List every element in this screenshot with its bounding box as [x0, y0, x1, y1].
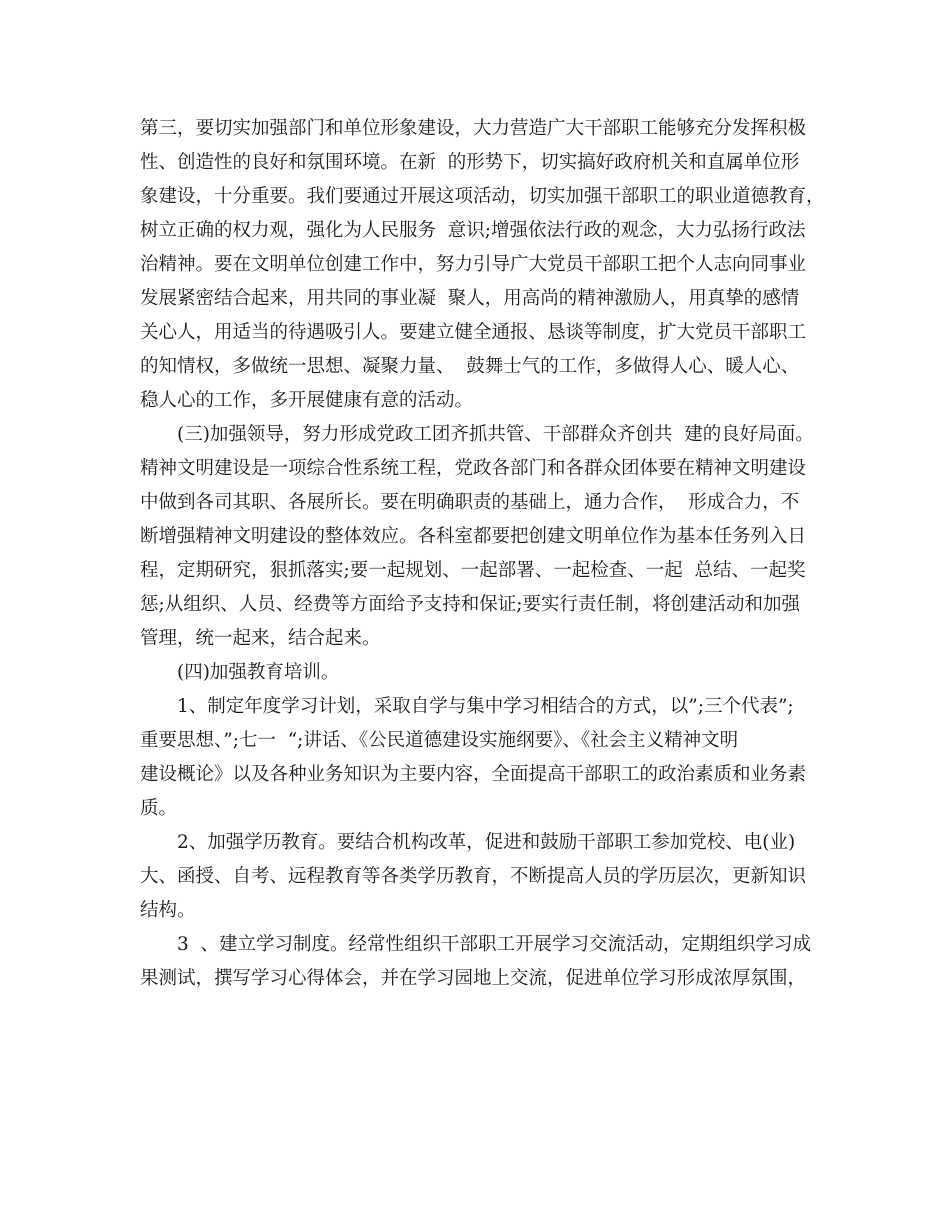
text-line: 重要思想、”;七一 “;讲话、《公民道德建设实施纲要》、《社会主义精神文明 [140, 730, 739, 751]
text-line: 稳人心的工作，多开展健康有意的活动。 [140, 390, 474, 411]
text-line: 第三，要切实加强部门和单位形象建设，大力营造广大干部职工能够充分发挥积极 [140, 118, 807, 139]
paragraph-heading-line: (三)加强领导，努力形成党政工团齐抓共管、干部群众齐创共 建的良好局面。 [177, 424, 814, 445]
text-line: 树立正确的权力观，强化为人民服务 意识;增强依法行政的观念，大力弘扬行政法 [140, 220, 806, 241]
text-line: 管理，统一起来，结合起来。 [140, 628, 381, 649]
list-item-line: 2、加强学历教育。要结合机构改革，促进和鼓励干部职工参加党校、电(业) [177, 832, 796, 853]
text-line: 中做到各司其职、各展所长。要在明确职责的基础上，通力合作， 形成合力，不 [140, 492, 800, 513]
text-line: 关心人，用适当的待遇吸引人。要建立健全通报、恳谈等制度，扩大党员干部职工 [140, 322, 807, 343]
text-line: 果测试，撰写学习心得体会，并在学习园地上交流，促进单位学习形成浓厚氛围， [140, 968, 807, 989]
text-line: 性、创造性的良好和氛围环境。在新 的形势下，切实搞好政府机关和直属单位形 [140, 152, 800, 173]
text-line: 发展紧密结合起来，用共同的事业凝 聚人，用高尚的精神激励人，用真挚的感情 [140, 288, 800, 309]
text-line: 结构。 [140, 900, 196, 921]
text-line: 建设概论》以及各种业务知识为主要内容，全面提高干部职工的政治素质和业务素 [140, 764, 807, 785]
text-line: 治精神。要在文明单位创建工作中，努力引导广大党员干部职工把个人志向同事业 [140, 254, 807, 275]
text-line: 大、函授、自考、远程教育等各类学历教育，不断提高人员的学历层次，更新知识 [140, 866, 807, 887]
text-line: 质。 [140, 798, 178, 819]
text-line: 断增强精神文明建设的整体效应。各科室都要把创建文明单位作为基本任务列入日 [140, 526, 807, 547]
text-line: 惩;从组织、人员、经费等方面给予支持和保证;要实行责任制，将创建活动和加强 [140, 594, 800, 615]
section-heading-line: (四)加强教育培训。 [177, 662, 340, 683]
text-line: 象建设，十分重要。我们要通过开展这项活动，切实加强干部职工的职业道德教育， [140, 186, 825, 207]
document-body [140, 112, 825, 996]
list-item-line: 3 、建立学习制度。经常性组织干部职工开展学习交流活动，定期组织学习成 [177, 934, 812, 955]
text-line: 程，定期研究，狠抓落实;要一起规划、一起部署、一起检查、一起 总结、一起奖 [140, 560, 806, 581]
list-item-line: 1、制定年度学习计划，采取自学与集中学习相结合的方式，以”;三个代表”; [177, 696, 794, 717]
text-line: 的知情权，多做统一思想、凝聚力量、 鼓舞士气的工作，多做得人心、暖人心、 [140, 356, 800, 377]
text-line: 精神文明建设是一项综合性系统工程，党政各部门和各群众团体要在精神文明建设 [140, 458, 807, 479]
